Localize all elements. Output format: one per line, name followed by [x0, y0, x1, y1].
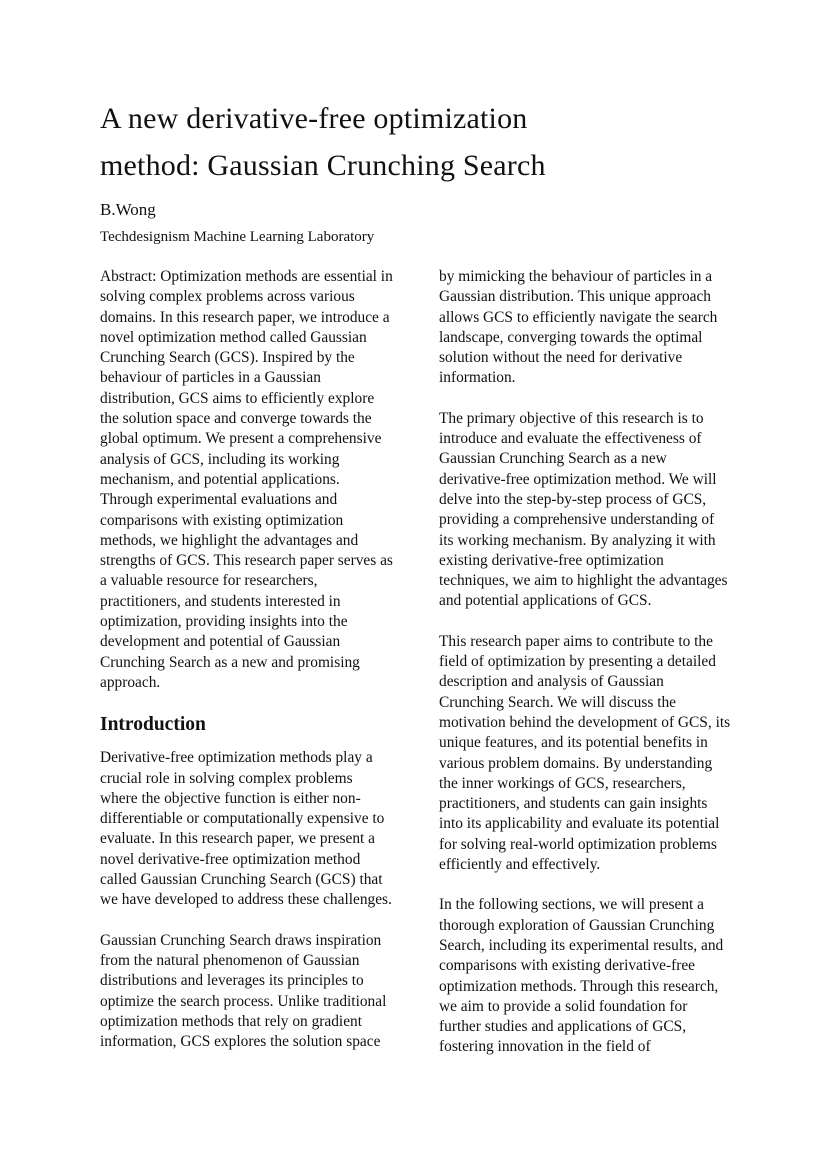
paper-title-line-1: A new derivative-free optimization [100, 102, 528, 135]
introduction-paragraph-4: The primary objective of this research is to introduce and evaluate the effectiveness of Gaussian Crunching Search as a new derivative-free optimization method. We will delve into the step-by-step process of GCS, providing a comprehensive understanding of its working mechanism. By analyzing it with existing derivative-free optimization techniques, we aim to highlight the advantages and potential applications of GCS. [439, 409, 728, 610]
left-column [100, 267, 393, 1058]
paper-title [100, 95, 732, 189]
author-affiliation: Techdesignism Machine Learning Laboratory [100, 229, 375, 245]
abstract-paragraph: Abstract: Optimization methods are essential in solving complex problems across various domains. In this research paper, we introduce a novel optimization method called Gaussian Crunching Search (GCS). Inspired by the behaviour of particles in a Gaussian distribution, GCS aims to efficiently explore the solution space and converge towards the global optimum. We present a comprehensive analysis of GCS, including its working mechanism, and potential applications. Through experimental evaluations and comparisons with existing optimization methods, we highlight the advantages and strengths of GCS. This research paper serves as a valuable resource for researchers, practitioners, and students interested in optimization, providing insights into the development and potential of Gaussian Crunching Search as a new and promising approach. [100, 268, 393, 691]
author-name: B.Wong [100, 200, 156, 219]
paper-title-line-2: method: Gaussian Crunching Search [100, 149, 546, 182]
introduction-paragraph-5: This research paper aims to contribute to the field of optimization by presenting a detailed description and analysis of Gaussian Crunching Search. We will discuss the motivation behind the development of GCS, its unique features, and its potential benefits in various problem domains. By understanding the inner workings of GCS, researchers, practitioners, and students can gain insights into its applicability and evaluate its potential for solving real-world optimization problems efficiently and effectively. [439, 632, 731, 874]
introduction-heading: Introduction [100, 714, 206, 736]
introduction-paragraph-1: Derivative-free optimization methods play a crucial role in solving complex problems where the objective function is either non-differentiable or computationally expensive to evaluate. In this research paper, we present a novel derivative-free optimization method called Gaussian Crunching Search (GCS) that we have developed to address these challenges. [100, 749, 392, 909]
introduction-paragraph-3: by mimicking the behaviour of particles in a Gaussian distribution. This unique approach allows GCS to efficiently navigate the search landscape, converging towards the optimal solution without the need for derivative information. [439, 268, 718, 387]
introduction-paragraph-6: In the following sections, we will present a thorough exploration of Gaussian Crunching Search, including its experimental results, and comparisons with existing derivative-free optimization methods. Through this research, we aim to provide a solid foundation for further studies and applications of GCS, fostering innovation in the field of [439, 896, 724, 1056]
introduction-paragraph-2: Gaussian Crunching Search draws inspiration from the natural phenomenon of Gaussian distributions and leverages its principles to optimize the search process. Unlike traditional optimization methods that rely on gradient information, GCS explores the solution space [100, 931, 387, 1051]
two-column-body [100, 267, 732, 1058]
paper-content [100, 95, 732, 1058]
right-column [439, 267, 732, 1058]
